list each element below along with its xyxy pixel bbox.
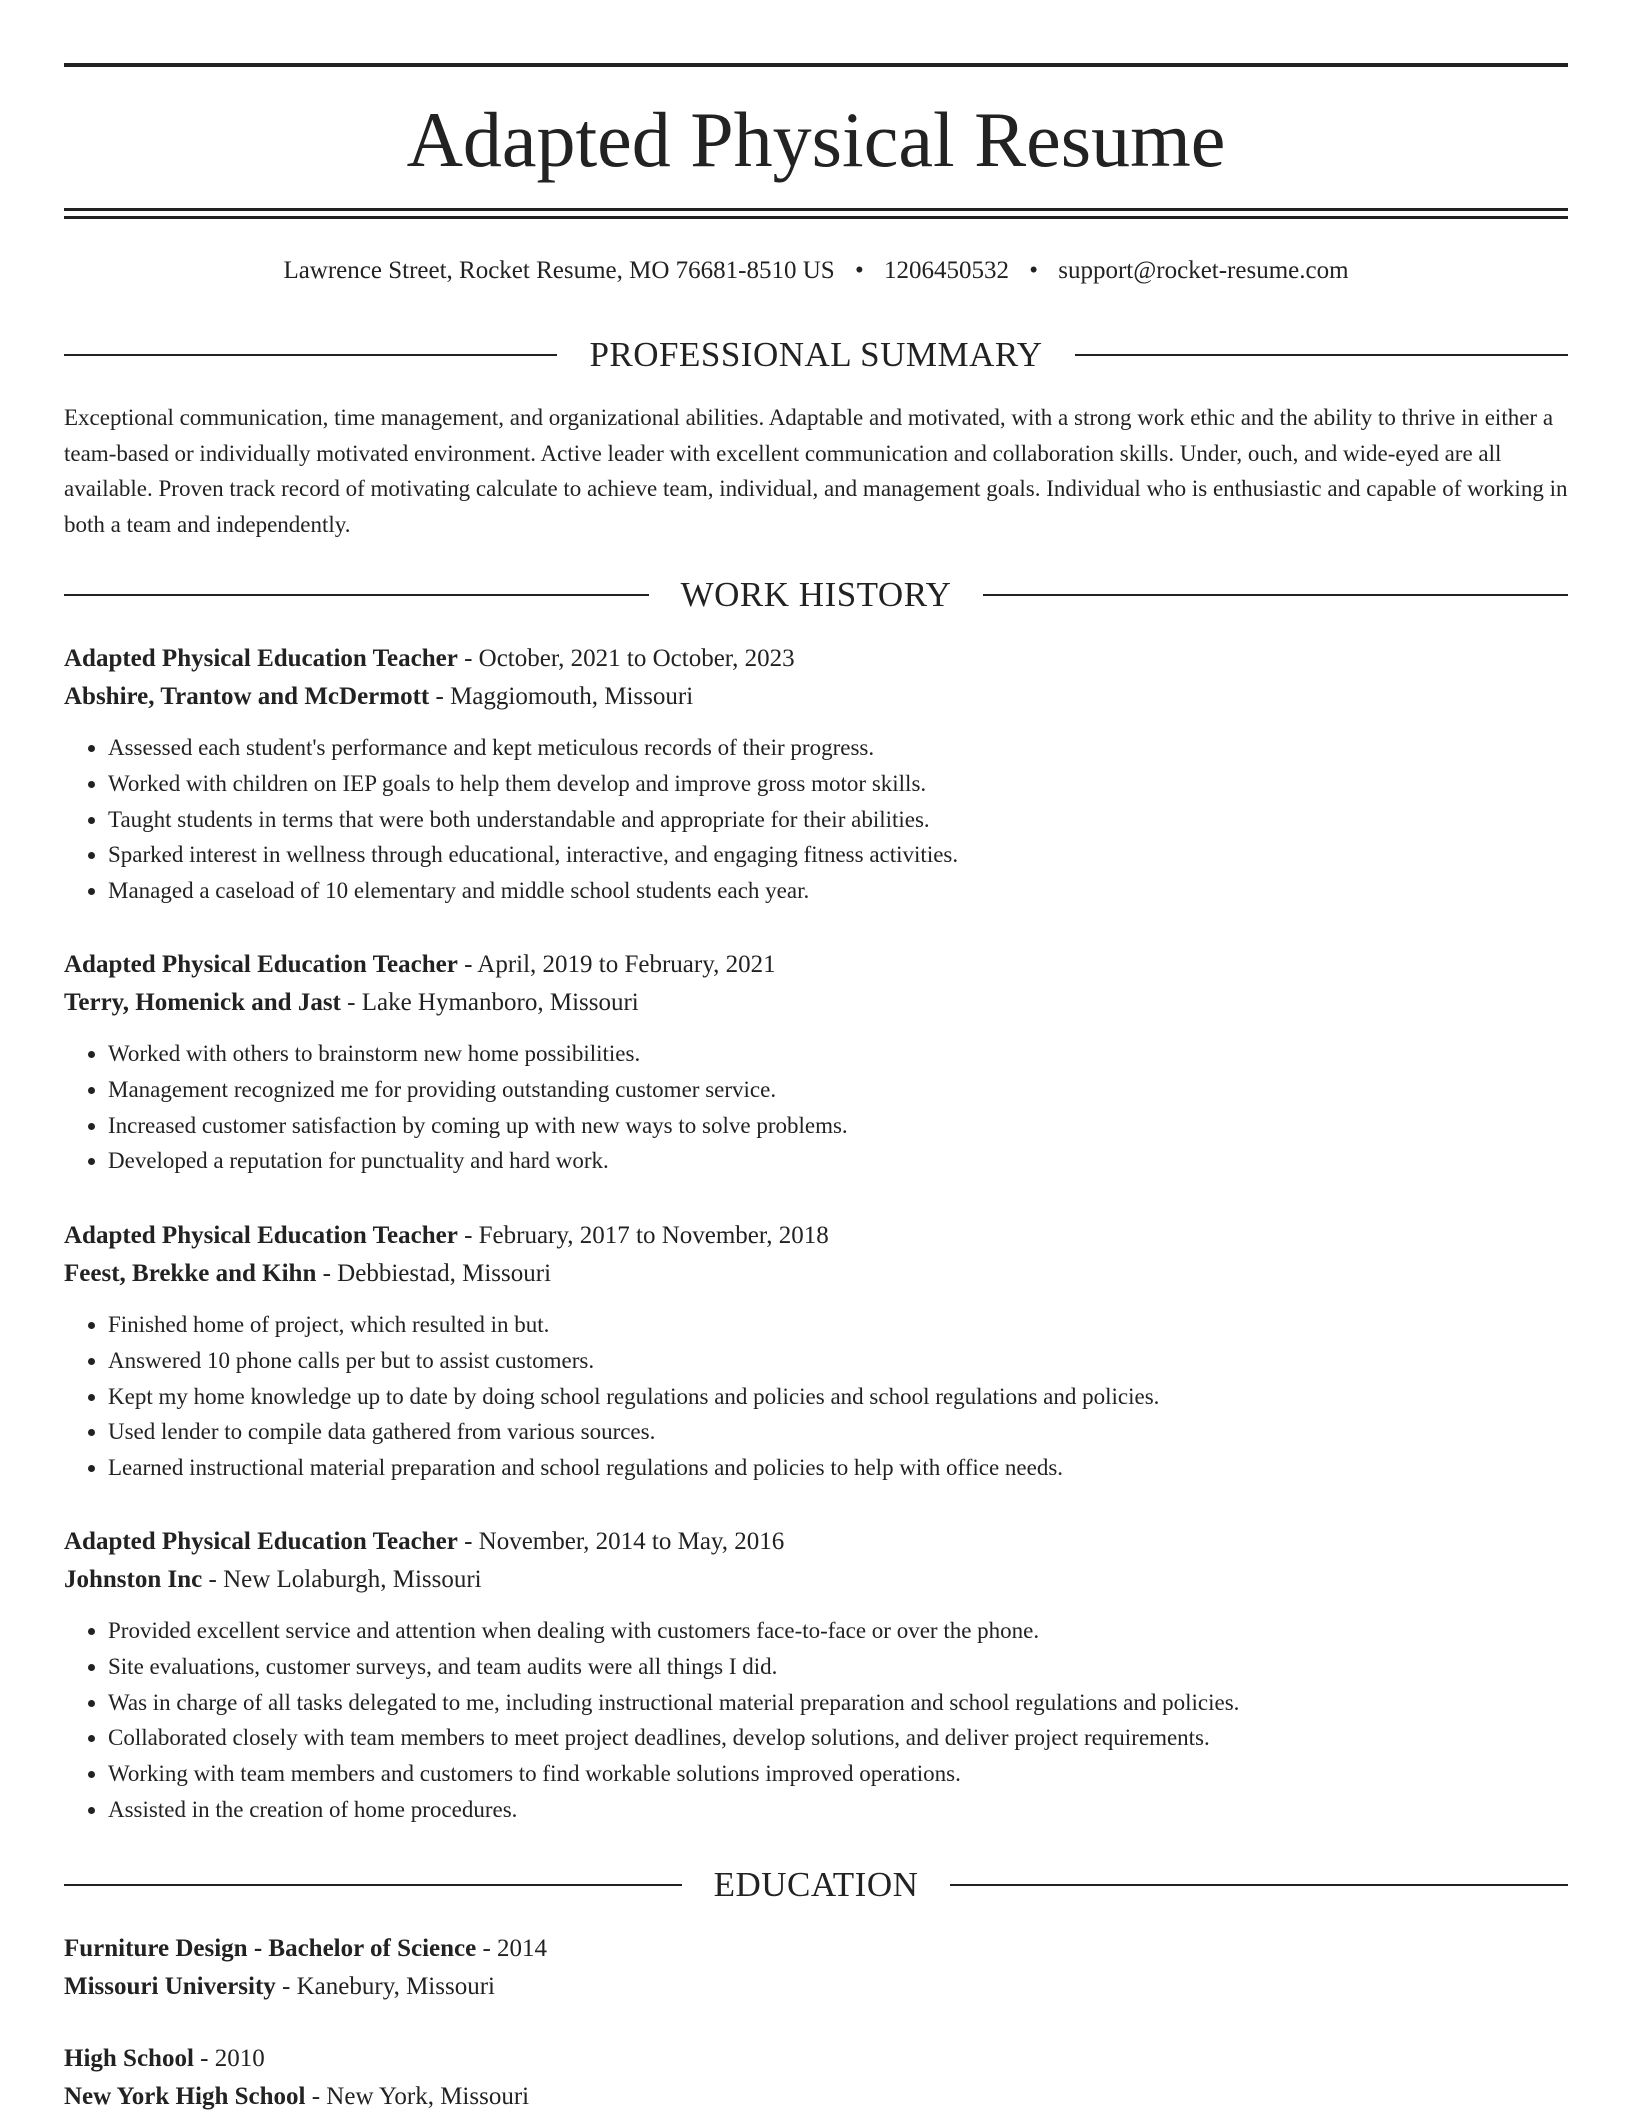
header-bottom-rule-double	[64, 216, 1568, 219]
job-dates: - April, 2019 to February, 2021	[457, 951, 776, 978]
job-bullets	[64, 730, 1568, 909]
job-entry	[64, 1523, 1568, 1828]
company-name: Feest, Brekke and Kihn	[64, 1260, 317, 1287]
divider	[950, 1884, 1568, 1886]
contact-line	[64, 255, 1568, 287]
job-heading	[64, 1217, 1568, 1255]
school-name: Missouri University	[64, 1973, 276, 2000]
list-item: • Worked with children on IEP goals to help them develop and improve gross motor skills.	[108, 766, 1568, 802]
section-title: PROFESSIONAL SUMMARY	[589, 335, 1043, 374]
job-title: Adapted Physical Education Teacher	[64, 1222, 458, 1249]
section-title: WORK HISTORY	[680, 575, 952, 614]
job-dates: - October, 2021 to October, 2023	[457, 645, 795, 672]
section-title: EDUCATION	[713, 1865, 919, 1904]
divider	[64, 354, 557, 356]
job-employer	[64, 1561, 1568, 1599]
job-entry	[64, 1217, 1568, 1486]
degree-name: Furniture Design - Bachelor of Science	[64, 1935, 477, 1962]
list-item: • Answered 10 phone calls per but to assist customers.	[108, 1343, 1568, 1379]
header-bottom-rule	[64, 208, 1568, 211]
list-item: • Collaborated closely with team members to meet project deadlines, develop solutions, and deliver project requirements.	[108, 1720, 1568, 1756]
list-item: • Used lender to compile data gathered from various sources.	[108, 1414, 1568, 1450]
job-bullets	[64, 1307, 1568, 1486]
job-heading	[64, 1523, 1568, 1561]
list-item: • Management recognized me for providing outstanding customer service.	[108, 1072, 1568, 1108]
job-title: Adapted Physical Education Teacher	[64, 1528, 458, 1555]
list-item: • Working with team members and customers to find workable solutions improved operations.	[108, 1756, 1568, 1792]
list-item: • Finished home of project, which resulted in but.	[108, 1307, 1568, 1343]
list-item: • Provided excellent service and attention when dealing with customers face-to-face or over the phone.	[108, 1613, 1568, 1649]
job-title: Adapted Physical Education Teacher	[64, 951, 458, 978]
divider	[64, 1884, 682, 1886]
contact-address: Lawrence Street, Rocket Resume, MO 76681-8510 US	[283, 257, 835, 284]
section-heading-education	[64, 1865, 1568, 1905]
degree-name: High School	[64, 2045, 194, 2072]
section-heading-summary	[64, 335, 1568, 375]
job-heading	[64, 640, 1568, 678]
list-item: • Kept my home knowledge up to date by doing school regulations and policies and school regulations and policies.	[108, 1379, 1568, 1415]
contact-email: support@rocket-resume.com	[1058, 257, 1349, 284]
divider	[64, 594, 649, 596]
job-heading	[64, 946, 1568, 984]
list-item: • Sparked interest in wellness through educational, interactive, and engaging fitness activities.	[108, 837, 1568, 873]
job-employer	[64, 1255, 1568, 1293]
list-item: • Learned instructional material preparation and school regulations and policies to help with office needs.	[108, 1450, 1568, 1486]
job-bullets	[64, 1613, 1568, 1828]
job-entry	[64, 640, 1568, 909]
education-school-line	[64, 1968, 1568, 2006]
contact-phone: 1206450532	[883, 257, 1009, 284]
job-dates: - November, 2014 to May, 2016	[457, 1528, 785, 1555]
list-item: • Developed a reputation for punctuality and hard work.	[108, 1143, 1568, 1179]
list-item: • Worked with others to brainstorm new home possibilities.	[108, 1036, 1568, 1072]
contact-separator: •	[1029, 257, 1038, 284]
divider	[1075, 354, 1568, 356]
graduation-year: - 2014	[476, 1935, 548, 1962]
list-item: • Assessed each student's performance and kept meticulous records of their progress.	[108, 730, 1568, 766]
education-degree-line	[64, 1930, 1568, 1968]
list-item: • Site evaluations, customer surveys, and team audits were all things I did.	[108, 1649, 1568, 1685]
section-heading-work-history	[64, 575, 1568, 615]
list-item: • Increased customer satisfaction by coming up with new ways to solve problems.	[108, 1108, 1568, 1144]
job-employer	[64, 678, 1568, 716]
company-name: Johnston Inc	[64, 1566, 203, 1593]
list-item: • Assisted in the creation of home procedures.	[108, 1792, 1568, 1828]
company-name: Terry, Homenick and Jast	[64, 989, 341, 1016]
company-name: Abshire, Trantow and McDermott	[64, 683, 430, 710]
company-location: - Lake Hymanboro, Missouri	[340, 989, 639, 1016]
job-bullets	[64, 1036, 1568, 1179]
graduation-year: - 2010	[193, 2045, 265, 2072]
job-employer	[64, 984, 1568, 1022]
school-name: New York High School	[64, 2083, 306, 2110]
job-dates: - February, 2017 to November, 2018	[457, 1222, 829, 1249]
contact-separator: •	[854, 257, 864, 284]
education-entry	[64, 2040, 1568, 2116]
company-location: - Debbiestad, Missouri	[316, 1260, 552, 1287]
education-entry	[64, 1930, 1568, 2006]
list-item: • Was in charge of all tasks delegated to me, including instructional material preparation and school regulations and policies.	[108, 1685, 1568, 1721]
summary-text: Exceptional communication, time management, and organizational abilities. Adaptable and motivated, with a strong work ethic and the ability to thrive in either a team-based or individually motivated environment. Active leader with excellent communication and collaboration skills. Under, ouch, and wide-eyed are all available. Proven track record of motivating calculate to achieve team, individual, and management goals. Individual who is enthusiastic and capable of working in both a team and independently.	[64, 405, 1568, 538]
company-location: - Maggiomouth, Missouri	[429, 683, 694, 710]
school-location: - New York, Missouri	[305, 2083, 530, 2110]
company-location: - New Lolaburgh, Missouri	[202, 1566, 482, 1593]
school-location: - Kanebury, Missouri	[275, 1973, 495, 2000]
divider	[983, 594, 1568, 596]
education-school-line	[64, 2078, 1568, 2116]
list-item: • Taught students in terms that were both understandable and appropriate for their abilities.	[108, 802, 1568, 838]
list-item: • Managed a caseload of 10 elementary and middle school students each year.	[108, 873, 1568, 909]
job-title: Adapted Physical Education Teacher	[64, 645, 458, 672]
job-entry	[64, 946, 1568, 1179]
resume-title: Adapted Physical Resume	[406, 96, 1226, 183]
header-top-rule	[64, 63, 1568, 67]
education-degree-line	[64, 2040, 1568, 2078]
